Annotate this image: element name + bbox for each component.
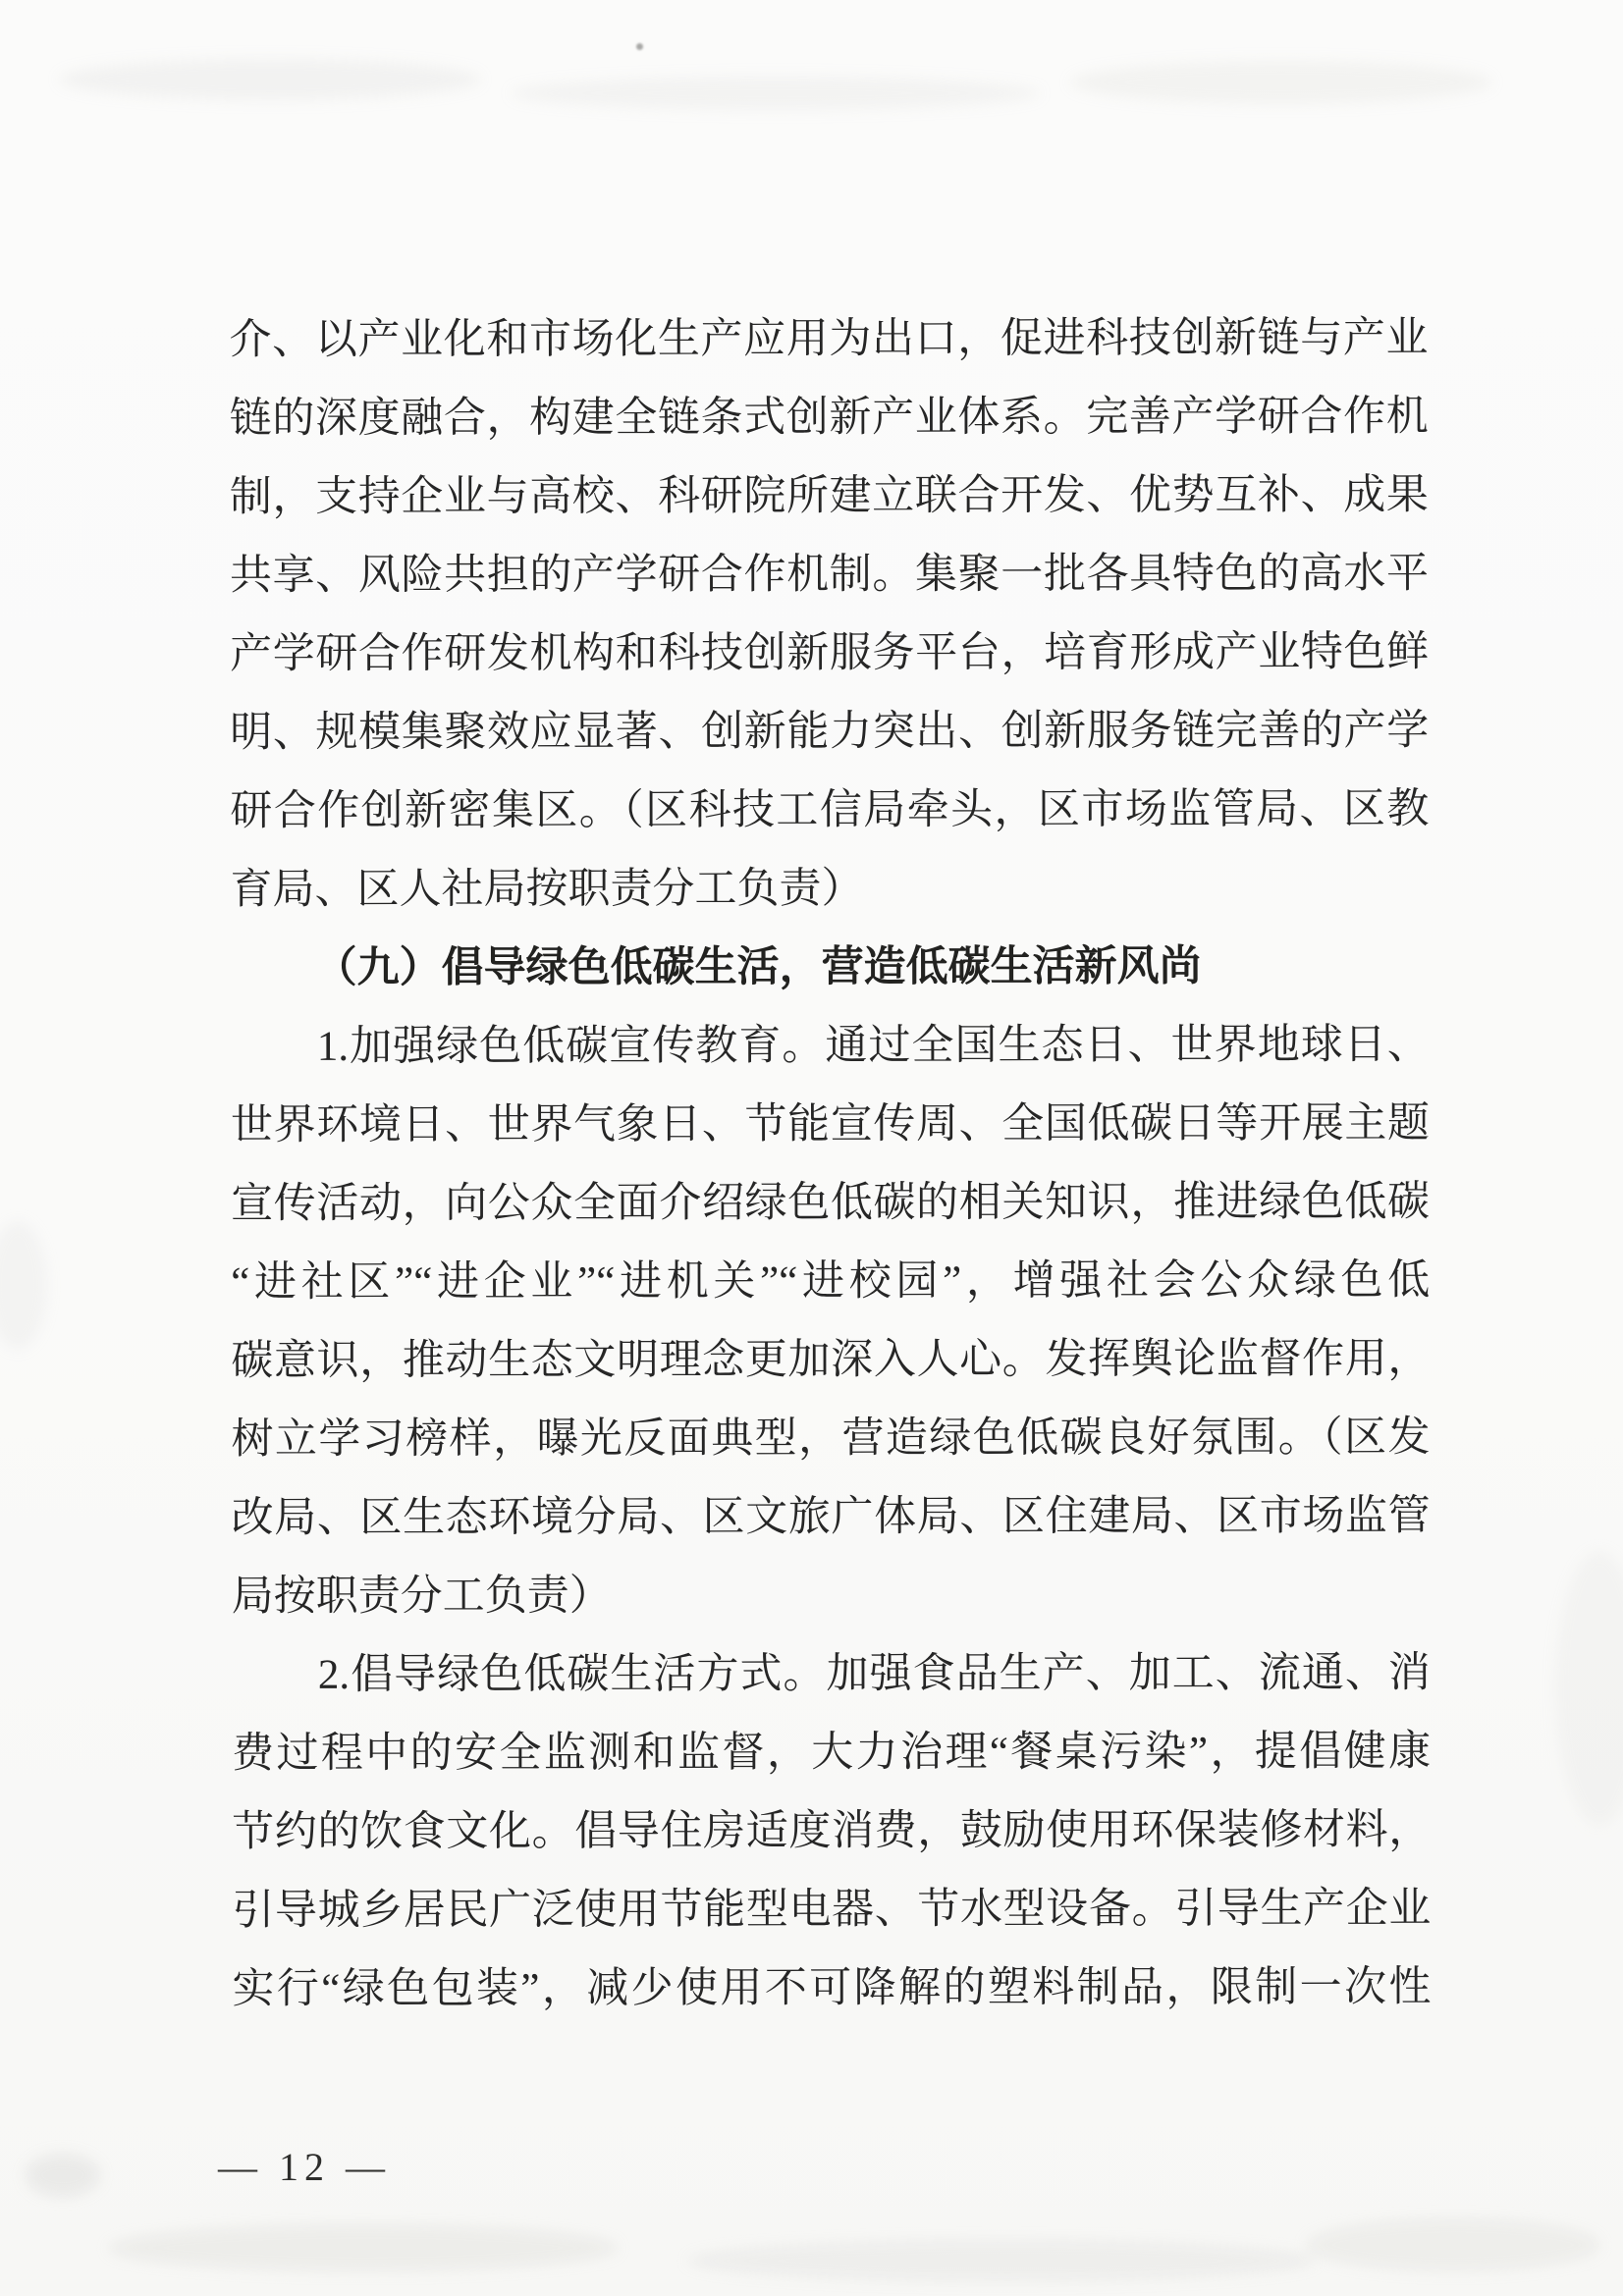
text-line: 局按职责分工负责） <box>231 1573 612 1621</box>
scan-speck <box>636 43 643 50</box>
page-number: — 12 — <box>218 2145 391 2189</box>
text-line: 育局、区人社局按职责分工负责） <box>230 865 864 914</box>
text-line: 介、以产业化和市场化生产应用为出口，促进科技创新链与产业 <box>229 314 1429 364</box>
scan-artifact <box>1306 2218 1600 2271</box>
text-line: 实行“绿色包装”，减少使用不可降解的塑料制品，限制一次性 <box>232 1963 1432 2013</box>
text-line: 制，支持企业与高校、科研院所建立联合开发、优势互补、成果 <box>229 471 1429 521</box>
text-line: 节约的饮食文化。倡导住房适度消费，鼓励使用环保装修材料， <box>232 1806 1432 1856</box>
text-line: 世界环境日、世界气象日、节能宣传周、全国低碳日等开展主题 <box>230 1099 1430 1149</box>
text-line: 碳意识，推动生态文明理念更加深入人心。发挥舆论监督作用， <box>231 1335 1431 1385</box>
text-line: “进社区”“进企业”“进机关”“进校园”，增强社会公众绿色低 <box>231 1256 1431 1307</box>
text-line: 费过程中的安全监测和监督，大力治理“餐桌污染”，提倡健康 <box>232 1728 1432 1778</box>
document-body <box>229 299 1431 2029</box>
text-line: 2.倡导绿色低碳生活方式。加强食品生产、加工、流通、消 <box>317 1649 1431 1698</box>
text-line: 宣传活动，向公众全面介绍绿色低碳的相关知识，推进绿色低碳 <box>231 1178 1431 1228</box>
text-line: 引导城乡居民广泛使用节能型电器、节水型设备。引导生产企业 <box>232 1885 1432 1935</box>
scan-artifact <box>1555 1551 1623 1826</box>
scan-artifact <box>1070 61 1492 104</box>
text-line: 产学研合作研发机构和科技创新服务平台，培育形成产业特色鲜 <box>230 628 1430 678</box>
text-line: 树立学习榜样，曝光反面典型，营造绿色低碳良好氛围。（区发 <box>231 1414 1431 1464</box>
text-line: 共享、风险共担的产学研合作机制。集聚一批各具特色的高水平 <box>229 550 1429 600</box>
text-line: 链的深度融合，构建全链条式创新产业体系。完善产学研合作机 <box>229 393 1429 443</box>
text-line: 1.加强绿色低碳宣传教育。通过全国生态日、世界地球日、 <box>316 1021 1430 1070</box>
scan-artifact <box>108 2224 619 2271</box>
text-line: 研合作创新密集区。（区科技工信局牵头，区市场监管局、区教 <box>230 785 1430 835</box>
scan-artifact <box>59 59 481 100</box>
scan-artifact <box>0 1221 47 1349</box>
scan-artifact <box>687 2240 1316 2281</box>
section-heading: （九）倡导绿色低碳生活，营造低碳生活新风尚 <box>314 943 1202 991</box>
text-line: 明、规模集聚效应显著、创新能力突出、创新服务链完善的产学 <box>230 707 1430 757</box>
scan-artifact <box>511 77 1041 110</box>
scan-artifact <box>26 2154 100 2197</box>
text-line: 改局、区生态环境分局、区文旅广体局、区住建局、区市场监管 <box>231 1492 1431 1542</box>
